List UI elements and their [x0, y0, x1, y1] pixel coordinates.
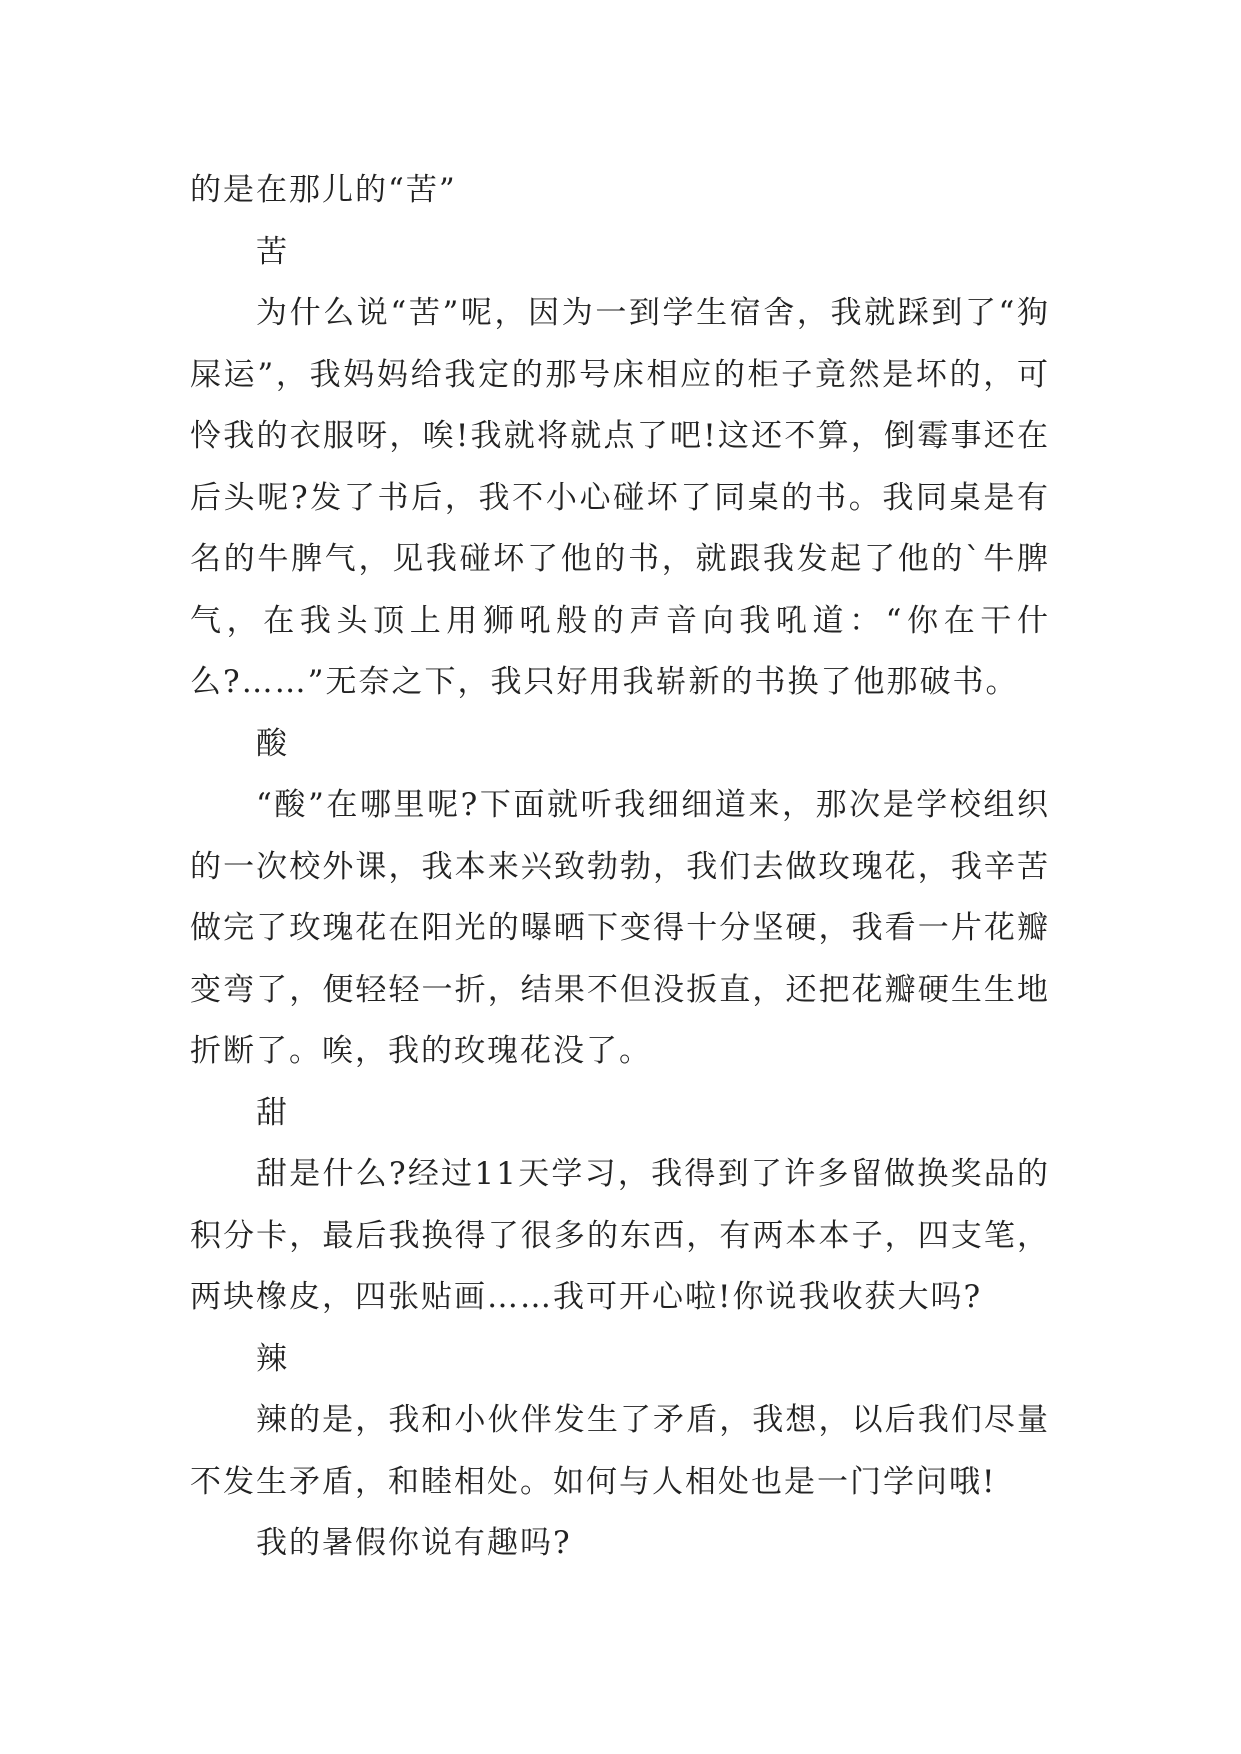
paragraph-continuation: 的是在那儿的“苦”: [190, 172, 457, 208]
section-heading-sour: 酸: [256, 725, 289, 762]
paragraph-sweet: 甜是什么?经过11天学习，我得到了许多留做换奖品的积分卡，最后我换得了很多的东西，有两本本子，四支笔，两块橡皮，四张贴画……我可开心啦!你说我收获大吗?: [190, 1156, 1050, 1315]
paragraph-sour: “酸”在哪里呢?下面就听我细细道来，那次是学校组织的一次校外课，我本来兴致勃勃，我们去做玫瑰花，我辛苦做完了玫瑰花在阳光的曝晒下变得十分坚硬，我看一片花瓣变弯了，便轻轻一折，结果不但没扳直，还把花瓣硬生生地折断了。唉，我的玫瑰花没了。: [190, 787, 1050, 1069]
paragraph-bitter: 为什么说“苦”呢，因为一到学生宿舍，我就踩到了“狗屎运”，我妈妈给我定的那号床相应的柜子竟然是坏的，可怜我的衣服呀，唉!我就将就点了吧!这还不算，倒霉事还在后头呢?发了书后，我不小心碰坏了同桌的书。我同桌是有名的牛脾气，见我碰坏了他的书，就跟我发起了他的`牛脾气，在我头顶上用狮吼般的声音向我吼道：“你在干什么?……”无奈之下，我只好用我崭新的书换了他那破书。: [190, 295, 1050, 700]
paragraph-closing: 我的暑假你说有趣吗?: [256, 1525, 572, 1561]
section-heading-sweet: 甜: [256, 1094, 289, 1131]
section-heading-bitter: 苦: [256, 233, 289, 270]
document-body: [190, 160, 1050, 1575]
section-heading-spicy: 辣: [256, 1340, 289, 1377]
paragraph-spicy: 辣的是，我和小伙伴发生了矛盾，我想，以后我们尽量不发生矛盾，和睦相处。如何与人相处也是一门学问哦!: [190, 1402, 1050, 1500]
